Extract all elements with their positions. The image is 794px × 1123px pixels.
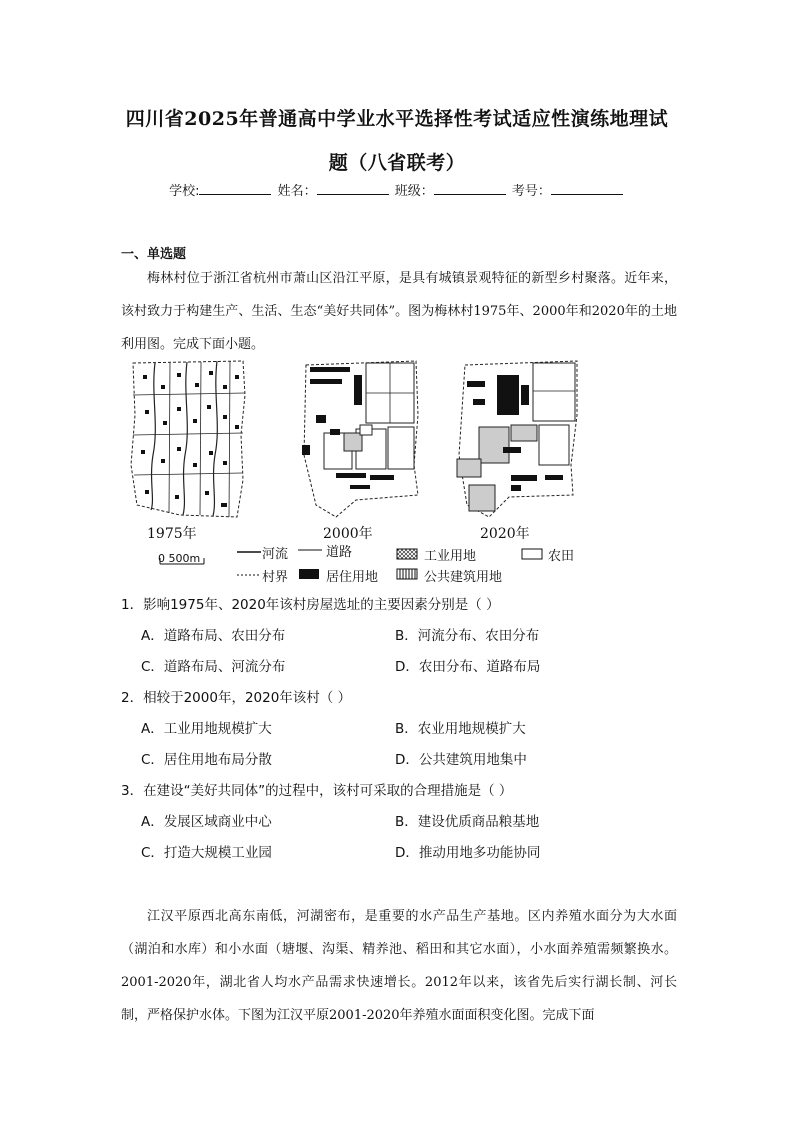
river-symbol bbox=[237, 547, 261, 557]
map-2020 bbox=[453, 355, 583, 520]
map-2000 bbox=[296, 355, 426, 520]
name-label: 姓名： bbox=[277, 184, 317, 199]
question-3-stem: 3．在建设“美好共同体”的过程中，该村可采取的合理措施是（ ） bbox=[121, 783, 513, 799]
village-border-symbol bbox=[237, 570, 261, 580]
residential-symbol bbox=[298, 568, 320, 580]
school-field[interactable] bbox=[199, 182, 271, 195]
q1-option-d[interactable]: D．农田分布、道路布局 bbox=[395, 659, 541, 675]
legend-river: 河流 bbox=[262, 547, 289, 562]
q3-option-b[interactable]: B．建设优质商品粮基地 bbox=[395, 814, 540, 830]
q2-option-c[interactable]: C．居住用地布局分散 bbox=[141, 752, 272, 768]
map-1975 bbox=[125, 355, 255, 520]
question-1-stem: 1．影响1975年、2020年该村房屋选址的主要因素分别是（ ） bbox=[121, 597, 500, 613]
section-heading: 一、单选题 bbox=[121, 247, 187, 262]
school-label: 学校: bbox=[169, 184, 200, 199]
question-2-stem: 2．相较于2000年，2020年该村（ ） bbox=[121, 690, 352, 706]
name-field[interactable] bbox=[317, 182, 389, 195]
road-symbol bbox=[298, 545, 322, 555]
q3-option-d[interactable]: D．推动用地多功能协同 bbox=[395, 845, 541, 861]
exam-number-label: 考号： bbox=[511, 184, 551, 199]
passage-1-text: 梅林村位于浙江省杭州市萧山区沿江平原，是具有城镇景观特征的新型乡村聚落。近年来，该村致力于构建生产、生活、生态“美好共同体”。图为梅林村1975年、2000年和2020年的土地利用图。完成下面小题。 bbox=[121, 271, 677, 352]
q1-option-c[interactable]: C．道路布局、河流分布 bbox=[141, 659, 286, 675]
public-building-symbol bbox=[396, 568, 418, 580]
industrial-symbol bbox=[396, 548, 418, 560]
class-label: 班级： bbox=[394, 184, 434, 199]
legend-farmland: 农田 bbox=[548, 549, 575, 564]
q2-option-a[interactable]: A．工业用地规模扩大 bbox=[141, 721, 272, 737]
page-title-continued: 题（八省联考） bbox=[328, 152, 466, 174]
passage-2-text: 江汉平原西北高东南低，河湖密布，是重要的水产品生产基地。区内养殖水面分为大水面（湖泊和水库）和小水面（塘堰、沟渠、精养池、稻田和其它水面），小水面养殖需频繁换水。2001-2020年，湖北省人均水产品需求快速增长。2012年以来，该省先后实行湖长制、河长制，严格保护水体。下图为江汉平原2001-2020年养殖水面面积变化图。完成下面 bbox=[121, 909, 677, 1023]
farmland-symbol bbox=[521, 548, 543, 560]
page-title: 四川省2025年普通高中学业水平选择性考试适应性演练地理试 bbox=[125, 108, 669, 130]
q1-option-b[interactable]: B．河流分布、农田分布 bbox=[395, 628, 540, 644]
class-field[interactable] bbox=[434, 182, 506, 195]
legend-residential: 居住用地 bbox=[326, 570, 379, 585]
map-label-1975: 1975年 bbox=[147, 526, 197, 542]
legend-public-building: 公共建筑用地 bbox=[424, 570, 503, 585]
q2-option-b[interactable]: B．农业用地规模扩大 bbox=[395, 721, 526, 737]
passage-2 bbox=[121, 900, 677, 1032]
passage-1 bbox=[121, 262, 677, 361]
q1-option-a[interactable]: A．道路布局、农田分布 bbox=[141, 628, 286, 644]
q3-option-c[interactable]: C．打造大规模工业园 bbox=[141, 845, 272, 861]
scale-label: 0 500m bbox=[158, 552, 201, 565]
student-info-line bbox=[0, 180, 794, 199]
map-label-2020: 2020年 bbox=[480, 526, 530, 542]
legend-road: 道路 bbox=[326, 545, 353, 560]
map-label-2000: 2000年 bbox=[323, 526, 373, 542]
q3-option-a[interactable]: A．发展区域商业中心 bbox=[141, 814, 272, 830]
legend-industrial: 工业用地 bbox=[424, 549, 477, 564]
q2-option-d[interactable]: D．公共建筑用地集中 bbox=[395, 752, 527, 768]
exam-number-field[interactable] bbox=[551, 182, 623, 195]
legend-village-border: 村界 bbox=[262, 570, 289, 585]
